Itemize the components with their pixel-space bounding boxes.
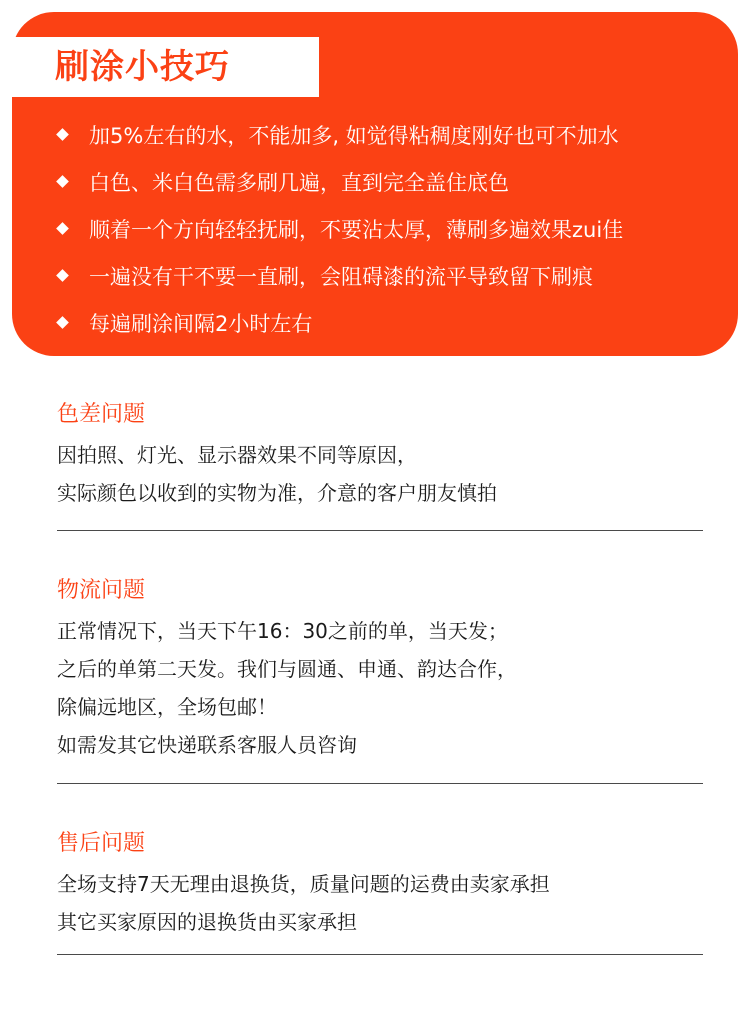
diamond-bullet-icon bbox=[56, 175, 69, 188]
logistics-line: 之后的单第二天发。我们与圆通、申通、韵达合作， bbox=[57, 657, 517, 681]
logistics-title: 物流问题 bbox=[57, 578, 146, 603]
tips-title: 刷涂小技巧 bbox=[55, 47, 230, 87]
tip-text: 每遍刷涂间隔2小时左右 bbox=[89, 311, 313, 336]
diamond-bullet-icon bbox=[56, 128, 69, 141]
tip-item bbox=[55, 158, 623, 205]
section-divider bbox=[57, 783, 703, 784]
after-sales-line: 全场支持7天无理由退换货，质量问题的运费由卖家承担 bbox=[57, 872, 550, 896]
tip-text: 一遍没有干不要一直刷，会阻碍漆的流平导致留下刷痕 bbox=[89, 264, 593, 289]
tip-item bbox=[55, 299, 623, 346]
color-diff-line: 因拍照、灯光、显示器效果不同等原因， bbox=[57, 443, 417, 467]
tips-list bbox=[55, 111, 623, 346]
diamond-bullet-icon bbox=[56, 316, 69, 329]
tip-item bbox=[55, 111, 623, 158]
diamond-bullet-icon bbox=[56, 222, 69, 235]
color-diff-line: 实际颜色以收到的实物为准，介意的客户朋友慎拍 bbox=[57, 481, 497, 505]
diamond-bullet-icon bbox=[56, 269, 69, 282]
logistics-line: 除偏远地区，全场包邮！ bbox=[57, 695, 277, 719]
logistics-section bbox=[57, 574, 703, 764]
section-divider bbox=[57, 954, 703, 955]
tip-text: 加5%左右的水，不能加多, 如觉得粘稠度刚好也可不加水 bbox=[89, 123, 619, 148]
logistics-line: 正常情况下，当天下午16：30之前的单，当天发； bbox=[57, 619, 508, 643]
tip-item bbox=[55, 252, 623, 299]
after-sales-title: 售后问题 bbox=[57, 831, 146, 856]
after-sales-section bbox=[57, 827, 703, 941]
color-diff-title: 色差问题 bbox=[57, 402, 146, 427]
logistics-line: 如需发其它快递联系客服人员咨询 bbox=[57, 733, 357, 757]
tip-text: 白色、米白色需多刷几遍，直到完全盖住底色 bbox=[89, 170, 509, 195]
after-sales-line: 其它买家原因的退换货由买家承担 bbox=[57, 910, 357, 934]
tip-item bbox=[55, 205, 623, 252]
tip-text: 顺着一个方向轻轻抚刷，不要沾太厚，薄刷多遍效果zui佳 bbox=[89, 217, 624, 242]
section-divider bbox=[57, 530, 703, 531]
color-diff-section bbox=[57, 398, 703, 512]
